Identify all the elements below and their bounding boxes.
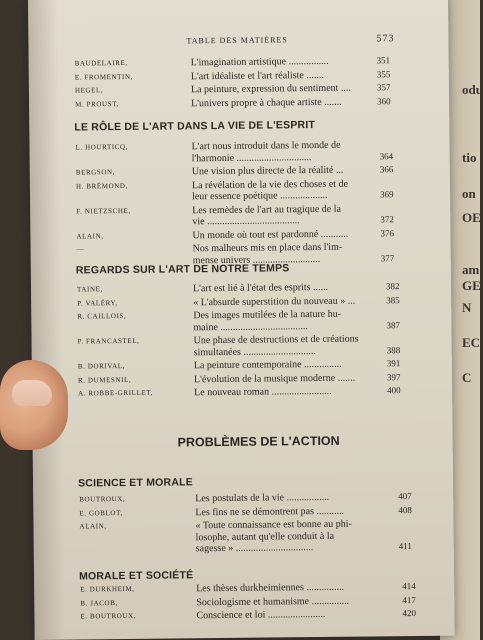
toc-title-line: Une vision plus directe de la réalité ... <box>191 164 344 178</box>
toc-page-number: 388 <box>386 344 401 355</box>
toc-author: H. BRÉMOND, <box>75 181 128 191</box>
toc-title-line: vie ..................................... <box>192 215 300 228</box>
toc-author: E. BOUTROUX, <box>80 611 137 621</box>
toc-page-number: 372 <box>380 214 394 225</box>
toc-title-line: La peinture contemporaine ............... <box>193 358 342 372</box>
toc-title-line: « L'absurde superstition du nouveau » ... <box>193 295 356 308</box>
toc-title-line: Sociologisme et humanisme ............... <box>196 595 350 608</box>
toc-author: E. FROMENTIN, <box>74 72 134 82</box>
toc-entry <box>34 607 454 622</box>
adjacent-page-fragment: GE <box>462 278 481 293</box>
toc-title-line: losophe, autant qu'elle conduit à la <box>195 530 335 543</box>
toc-title-line: Le nouveau roman ........................ <box>194 385 332 399</box>
toc-title-line: Conscience et loi ....................... <box>196 608 326 622</box>
toc-author: BAUDELAIRE, <box>74 58 128 68</box>
toc-page-number: 397 <box>386 371 401 382</box>
toc-title-line: simultanées ............................. <box>193 345 316 358</box>
thumbnail-highlight <box>12 380 52 406</box>
toc-title-line: Les thèses durkheimiennes ............... <box>196 581 344 595</box>
toc-page-number: 355 <box>376 68 391 79</box>
toc-entry <box>29 82 449 96</box>
toc-entry <box>31 294 451 308</box>
toc-entry <box>29 95 449 109</box>
toc-entry <box>29 55 449 69</box>
toc-title-line: Les remèdes de l'art au tragique de la <box>192 203 341 216</box>
toc-title-line: L'imagination artistique ................ <box>190 55 329 69</box>
toc-page-number: 376 <box>380 227 395 238</box>
toc-author: — <box>76 245 85 254</box>
toc-title-line: mense univers ........................... <box>192 253 321 266</box>
toc-entry <box>32 333 452 358</box>
page-gutter-shadow <box>28 0 65 640</box>
toc-title-line: Des images mutilées de la nature hu- <box>193 308 342 322</box>
toc-title-line: sagesse » ............................... <box>195 542 314 555</box>
toc-page-number: 420 <box>402 607 416 619</box>
toc-page-number: 385 <box>386 294 400 305</box>
adjacent-page-fragment: am <box>462 262 480 277</box>
toc-author: P. VALÉRY, <box>77 298 118 308</box>
section-title: SCIENCE ET MORALE <box>78 476 193 490</box>
toc-author: ALAIN, <box>79 522 107 531</box>
toc-title-line: Les fins ne se démontrent pas ........... <box>195 505 345 518</box>
toc-page-number: 357 <box>376 82 391 93</box>
adjacent-page-fragment: C <box>462 370 472 385</box>
toc-title-line: Les postulats de la vie ................. <box>195 491 330 505</box>
adjacent-page-fragment: OE <box>462 210 481 225</box>
toc-entry <box>33 518 453 555</box>
toc-author: TAINE, <box>76 285 103 294</box>
toc-page-number: 408 <box>398 504 412 515</box>
toc-author: M. PROUST, <box>75 99 119 109</box>
toc-author: BOUTROUX, <box>79 495 126 504</box>
toc-entry <box>32 371 452 385</box>
adjacent-page-fragment: tio <box>462 150 477 165</box>
toc-page-number: 351 <box>376 55 391 66</box>
adjacent-page-fragment: on <box>462 186 476 201</box>
toc-page-number: 391 <box>386 358 401 369</box>
toc-author: A. ROBBE-GRILLET, <box>78 388 153 398</box>
toc-page-number: 407 <box>398 491 412 502</box>
toc-author: L. HOURTICQ, <box>75 142 129 152</box>
toc-page-number: 377 <box>380 252 395 263</box>
adjacent-page-fragment: EC <box>462 335 481 350</box>
toc-title-line: Une phase de destructions et de créations <box>193 333 359 347</box>
toc-page-number: 382 <box>385 281 400 292</box>
toc-author: HEGEL, <box>74 86 104 95</box>
toc-entry <box>32 385 452 399</box>
toc-page-number: 369 <box>380 189 394 200</box>
toc-title-line: L'art nous introduit dans le monde de <box>191 139 341 153</box>
toc-page-number: 400 <box>387 385 401 396</box>
book-page <box>28 0 455 640</box>
toc-author: B. JACOB, <box>80 598 118 607</box>
toc-entry <box>30 202 450 228</box>
toc-author: F. NIETZSCHE, <box>76 206 131 216</box>
toc-title-line: La révélation de la vie des choses et de <box>191 178 349 191</box>
section-title: MORALE ET SOCIÉTÉ <box>78 569 194 583</box>
toc-entry <box>29 139 449 164</box>
toc-entry <box>31 308 451 333</box>
toc-page-number: 417 <box>402 594 416 605</box>
toc-entry <box>30 177 450 203</box>
running-title: TABLE DES MATIÈRES <box>186 35 288 46</box>
toc-entry <box>31 241 451 266</box>
adjacent-page-fragment: odu <box>462 82 483 97</box>
running-head <box>28 34 448 52</box>
toc-author: BERGSON, <box>75 168 116 177</box>
toc-author: R. DUMESNIL, <box>77 375 132 384</box>
toc-author: ALAIN, <box>76 231 104 241</box>
toc-entry <box>30 227 450 241</box>
toc-title-line: L'univers propre à chaque artiste ....... <box>191 96 342 109</box>
toc-title-line: l'harmonie .............................. <box>191 151 312 164</box>
toc-title-line: maine ................................... <box>193 320 308 333</box>
toc-page-number: 414 <box>402 580 416 592</box>
toc-entry <box>34 594 454 608</box>
section-title: REGARDS SUR L'ART DE NOTRE TEMPS <box>75 262 290 277</box>
toc-title-line: L'art idéaliste et l'art réaliste ....... <box>190 69 324 82</box>
toc-title-line: « Toute connaissance est bonne au phi- <box>195 518 352 532</box>
toc-page-number: 411 <box>398 541 412 552</box>
section-title: LE RÔLE DE L'ART DANS LA VIE DE L'ESPRIT <box>74 119 316 134</box>
toc-entry <box>29 68 449 82</box>
toc-title-line: leur essence poétique ................... <box>192 189 328 203</box>
toc-entry <box>32 358 452 372</box>
page-number: 573 <box>376 33 395 45</box>
toc-entry <box>33 504 453 518</box>
toc-author: E. DURKHEIM, <box>80 584 135 594</box>
toc-title-line: Nos malheurs mis en place dans l'im- <box>192 241 343 255</box>
adjacent-page-fragment: N <box>462 300 472 315</box>
toc-page-number: 360 <box>377 95 391 106</box>
toc-title-line: Un monde où tout est pardonné ........... <box>192 228 349 241</box>
toc-author: E. GOBLOT, <box>79 508 123 517</box>
toc-page-number: 366 <box>379 164 394 175</box>
toc-entry <box>31 281 451 295</box>
toc-title-line: L'évolution de la musique moderne ....... <box>193 372 356 385</box>
part-title: PROBLÈMES DE L'ACTION <box>177 433 340 450</box>
toc-page-number: 387 <box>386 319 400 330</box>
toc-page-number: 364 <box>379 150 394 161</box>
toc-entry <box>30 164 450 178</box>
toc-author: B. DORIVAL, <box>77 362 126 371</box>
toc-author: P. FRANCASTEL, <box>77 336 140 346</box>
toc-entry <box>33 491 453 505</box>
toc-title-line: L'art est lié à l'état des esprits ...... <box>192 281 329 295</box>
toc-author: R. CAILLOIS, <box>77 311 127 321</box>
toc-title-line: La peinture, expression du sentiment .... <box>190 82 351 96</box>
